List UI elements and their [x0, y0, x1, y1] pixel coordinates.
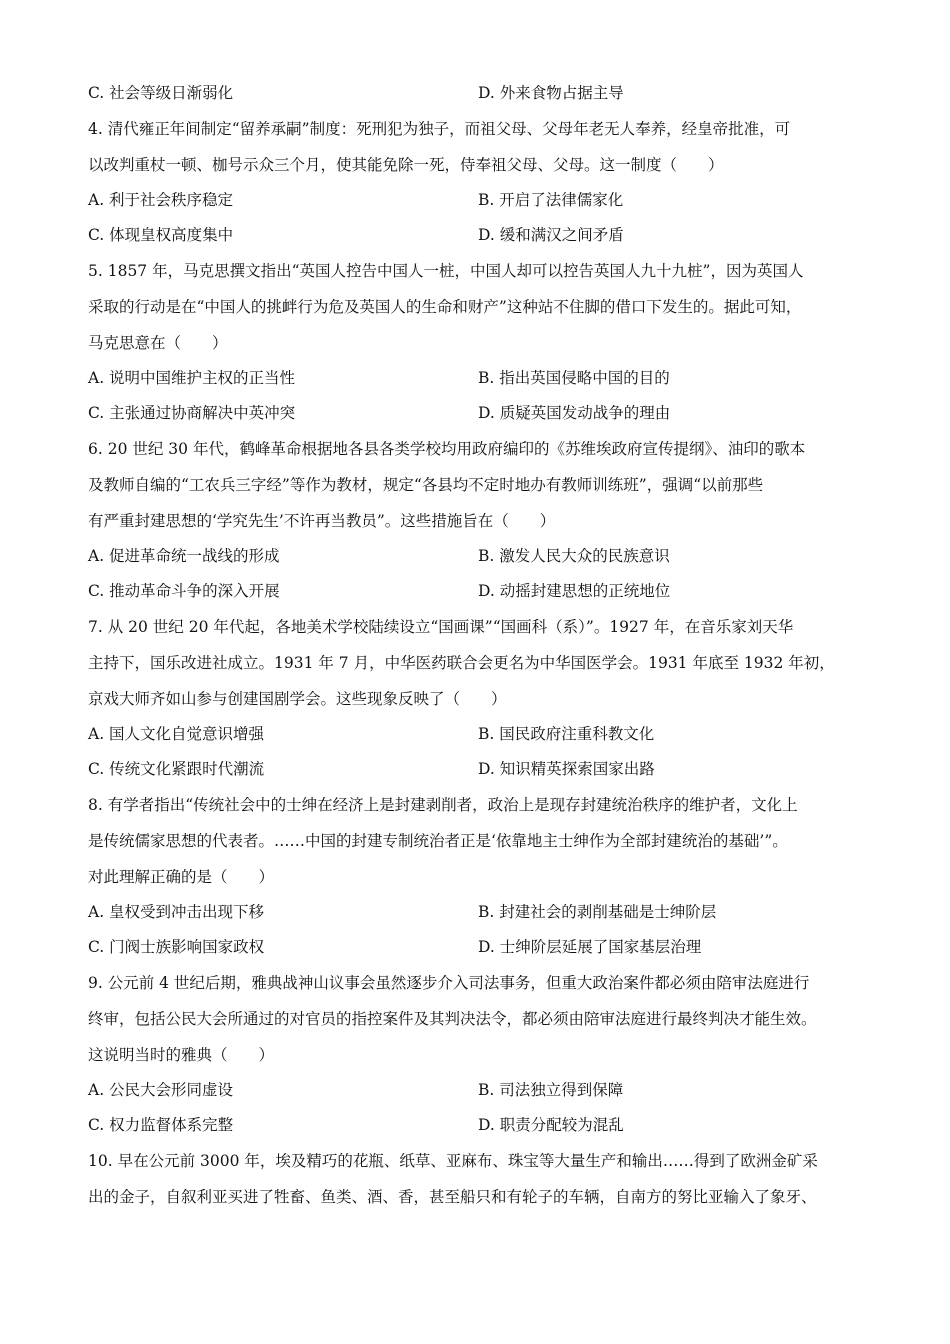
option-c: C. 传统文化紧跟时代潮流	[88, 760, 265, 778]
option-b: B. 封建社会的剥削基础是士绅阶层	[478, 903, 717, 921]
question-stem-line: 5. 1857 年，马克思撰文指出“英国人控告中国人一桩，中国人却可以控告英国人九十九桩”，因为英国人	[88, 262, 804, 280]
question-stem-line: 及教师自编的“工农兵三字经”等作为教材，规定“各县均不定时地办有教师训练班”，强调“以前那些	[88, 476, 764, 494]
option-a: A. 利于社会秩序稳定	[88, 191, 234, 209]
option-a: A. 国人文化自觉意识增强	[88, 725, 265, 743]
option-a: A. 皇权受到冲击出现下移	[88, 903, 265, 921]
question-stem-line: 以改判重杖一顿、枷号示众三个月，使其能免除一死，侍奉祖父母、父母。这一制度（ ）	[88, 156, 724, 174]
option-a: A. 说明中国维护主权的正当性	[88, 369, 296, 387]
options-row	[88, 1108, 868, 1143]
options-row	[88, 752, 868, 787]
question-stem-line: 马克思意在（ ）	[88, 334, 228, 352]
options-row	[88, 930, 868, 965]
option-d: D. 缓和满汉之间矛盾	[478, 226, 624, 244]
page-content	[88, 76, 868, 1215]
option-d: D. 职责分配较为混乱	[478, 1116, 624, 1134]
question-stem-line: 6. 20 世纪 30 年代，鹤峰革命根据地各县各类学校均用政府编印的《苏维埃政府宣传提纲》、油印的歌本	[88, 440, 806, 458]
question-4	[88, 111, 868, 253]
option-c: C. 社会等级日渐弱化	[88, 84, 234, 102]
options-row	[88, 717, 868, 752]
question-6	[88, 431, 868, 609]
question-stem-line: 是传统儒家思想的代表者。……中国的封建专制统治者正是‘依靠地主士绅作为全部封建统治的基础’”。	[88, 832, 788, 850]
question-stem-line: 采取的行动是在“中国人的挑衅行为危及英国人的生命和财产”这种站不住脚的借口下发生的。据此可知，	[88, 298, 802, 316]
options-row	[88, 183, 868, 218]
options-row	[88, 396, 868, 431]
option-b: B. 激发人民大众的民族意识	[478, 547, 670, 565]
options-row	[88, 539, 868, 574]
question-stem-line: 10. 早在公元前 3000 年，埃及精巧的花瓶、纸草、亚麻布、珠宝等大量生产和输出……得到了欧洲金矿采	[88, 1152, 818, 1170]
options-row	[88, 361, 868, 396]
option-b: B. 指出英国侵略中国的目的	[478, 369, 670, 387]
option-d: D. 外来食物占据主导	[478, 84, 624, 102]
options-row	[88, 895, 868, 930]
question-stem-line: 有严重封建思想的‘学究先生’不许再当教员”。这些措施旨在（ ）	[88, 512, 556, 530]
option-d: D. 知识精英探索国家出路	[478, 760, 655, 778]
options-row	[88, 218, 868, 253]
option-c: C. 推动革命斗争的深入开展	[88, 582, 280, 600]
question-stem-line: 8. 有学者指出“传统社会中的士绅在经济上是封建剥削者，政治上是现存封建统治秩序的维护者，文化上	[88, 796, 798, 814]
carry-over-options	[88, 76, 868, 111]
question-stem-line: 7. 从 20 世纪 20 年代起，各地美术学校陆续设立“国画课”“国画科（系）”。1927 年，在音乐家刘天华	[88, 618, 794, 636]
option-c: C. 权力监督体系完整	[88, 1116, 234, 1134]
option-a: A. 促进革命统一战线的形成	[88, 547, 280, 565]
question-9	[88, 965, 868, 1143]
question-stem-line: 京戏大师齐如山参与创建国剧学会。这些现象反映了（ ）	[88, 690, 507, 708]
question-stem-line: 终审，包括公民大会所通过的对官员的指控案件及其判决法令，都必须由陪审法庭进行最终判决才能生效。	[88, 1010, 817, 1028]
options-row	[88, 1073, 868, 1108]
options-row	[88, 574, 868, 609]
option-c: C. 门阀士族影响国家政权	[88, 938, 265, 956]
question-stem-line: 对此理解正确的是（ ）	[88, 868, 275, 886]
option-d: D. 动摇封建思想的正统地位	[478, 582, 671, 600]
question-5	[88, 253, 868, 431]
question-stem-line: 这说明当时的雅典（ ）	[88, 1046, 275, 1064]
question-stem-line: 4. 清代雍正年间制定“留养承嗣”制度：死刑犯为独子，而祖父母、父母年老无人奉养，经皇帝批准，可	[88, 120, 791, 138]
option-a: A. 公民大会形同虚设	[88, 1081, 234, 1099]
option-b: B. 开启了法律儒家化	[478, 191, 624, 209]
option-d: D. 士绅阶层延展了国家基层治理	[478, 938, 702, 956]
question-8	[88, 787, 868, 965]
option-b: B. 司法独立得到保障	[478, 1081, 624, 1099]
option-d: D. 质疑英国发动战争的理由	[478, 404, 671, 422]
option-c: C. 主张通过协商解决中英冲突	[88, 404, 296, 422]
question-10	[88, 1143, 868, 1215]
question-stem-line: 出的金子，自叙利亚买进了牲畜、鱼类、酒、香，甚至船只和有轮子的车辆，自南方的努比亚输入了象牙、	[88, 1188, 817, 1206]
question-stem-line: 9. 公元前 4 世纪后期，雅典战神山议事会虽然逐步介入司法事务，但重大政治案件都必须由陪审法庭进行	[88, 974, 810, 992]
option-c: C. 体现皇权高度集中	[88, 226, 234, 244]
question-7	[88, 609, 868, 787]
question-stem-line: 主持下，国乐改进社成立。1931 年 7 月，中华医药联合会更名为中华国医学会。1931 年底至 1932 年初，	[88, 654, 835, 672]
option-b: B. 国民政府注重科教文化	[478, 725, 655, 743]
